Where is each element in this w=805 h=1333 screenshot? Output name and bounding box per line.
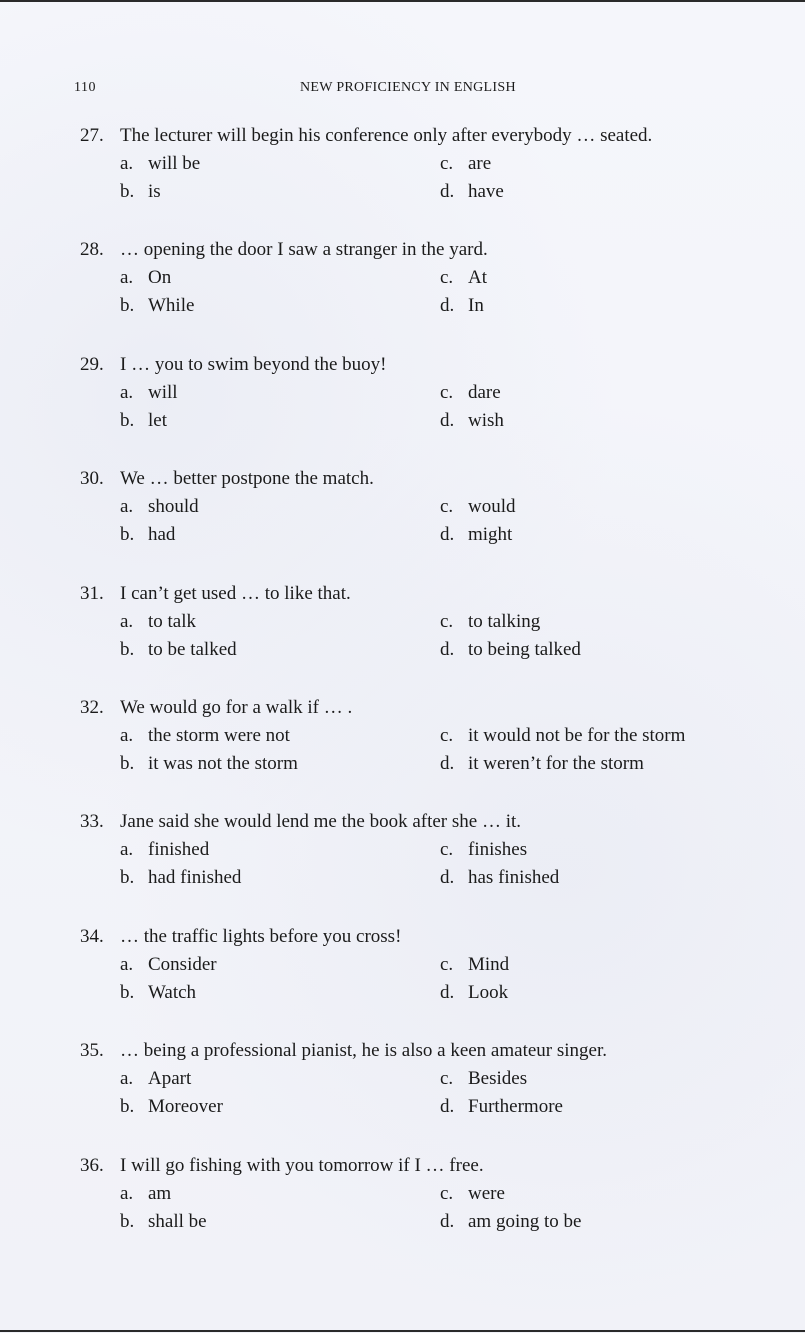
answer-options (120, 951, 795, 1007)
option-text: In (468, 295, 484, 317)
option-a (120, 951, 440, 979)
option-letter: b. (120, 638, 135, 660)
option-letter: c. (440, 267, 454, 289)
question-number: 29. (80, 353, 104, 375)
question-30 (80, 465, 795, 579)
option-letter: c. (440, 953, 454, 975)
question-stem (80, 808, 795, 836)
option-letter: d. (440, 867, 455, 889)
option-text: has finished (468, 867, 560, 889)
question-stem (80, 923, 795, 951)
option-b (120, 178, 440, 206)
question-36 (80, 1152, 795, 1266)
option-text: it weren’t for the storm (468, 752, 644, 774)
option-letter: d. (440, 981, 455, 1003)
option-text: were (468, 1182, 505, 1204)
option-c (440, 150, 790, 178)
question-text: … opening the door I saw a stranger in the yard. (120, 239, 488, 261)
question-stem (80, 122, 795, 150)
option-text: the storm were not (148, 724, 290, 746)
question-stem (80, 694, 795, 722)
option-c (440, 1065, 790, 1093)
option-letter: d. (440, 1210, 455, 1232)
option-d (440, 292, 790, 320)
option-letter: d. (440, 752, 455, 774)
option-letter: a. (120, 724, 134, 746)
option-letter: b. (120, 1210, 135, 1232)
option-text: wish (468, 409, 504, 431)
page-header (74, 80, 774, 100)
option-letter: b. (120, 981, 135, 1003)
option-c (440, 836, 790, 864)
option-text: dare (468, 381, 501, 403)
option-text: Apart (148, 1068, 192, 1090)
option-a (120, 493, 440, 521)
option-b (120, 750, 440, 778)
option-text: might (468, 524, 513, 546)
option-b (120, 636, 440, 664)
question-stem (80, 580, 795, 608)
option-d (440, 636, 790, 664)
answer-options (120, 1180, 795, 1236)
running-head: NEW PROFICIENCY IN ENGLISH (300, 80, 516, 95)
question-stem (80, 465, 795, 493)
option-text: finishes (468, 839, 528, 861)
question-stem (80, 351, 795, 379)
option-c (440, 1180, 790, 1208)
option-letter: a. (120, 1068, 134, 1090)
option-text: While (148, 295, 195, 317)
option-b (120, 864, 440, 892)
option-a (120, 264, 440, 292)
option-letter: a. (120, 267, 134, 289)
option-letter: d. (440, 409, 455, 431)
option-text: would (468, 496, 516, 518)
question-number: 32. (80, 696, 104, 718)
option-a (120, 722, 440, 750)
question-text: I … you to swim beyond the buoy! (120, 353, 387, 375)
option-text: will (148, 381, 178, 403)
option-a (120, 1065, 440, 1093)
answer-options (120, 493, 795, 549)
option-letter: b. (120, 752, 135, 774)
option-c (440, 264, 790, 292)
answer-options (120, 836, 795, 892)
option-text: to be talked (148, 638, 237, 660)
question-number: 28. (80, 239, 104, 261)
question-number: 27. (80, 125, 104, 146)
question-number: 34. (80, 925, 104, 947)
option-letter: d. (440, 524, 455, 546)
question-list (80, 122, 795, 1266)
option-letter: b. (120, 409, 135, 431)
option-text: to talking (468, 610, 541, 632)
option-text: is (148, 181, 161, 202)
option-text: finished (148, 839, 210, 861)
option-text: Besides (468, 1068, 528, 1090)
option-text: to being talked (468, 638, 581, 660)
option-letter: c. (440, 381, 454, 403)
option-b (120, 407, 440, 435)
option-text: am (148, 1182, 172, 1204)
option-b (120, 1208, 440, 1236)
option-text: Consider (148, 953, 217, 975)
option-a (120, 1180, 440, 1208)
answer-options (120, 379, 795, 435)
question-stem (80, 1152, 795, 1180)
option-text: On (148, 267, 172, 289)
option-text: it was not the storm (148, 752, 298, 774)
option-text: are (468, 153, 492, 174)
option-d (440, 407, 790, 435)
option-text: it would not be for the storm (468, 724, 686, 746)
option-text: should (148, 496, 199, 518)
option-letter: c. (440, 1068, 454, 1090)
option-d (440, 1208, 790, 1236)
option-text: shall be (148, 1210, 207, 1232)
option-text: have (468, 181, 504, 202)
option-text: had finished (148, 867, 242, 889)
option-letter: b. (120, 524, 135, 546)
option-letter: c. (440, 1182, 454, 1204)
option-text: had (148, 524, 176, 546)
question-number: 30. (80, 468, 104, 490)
question-text: … the traffic lights before you cross! (120, 925, 402, 947)
question-text: The lecturer will begin his conference only after everybody … seated. (120, 125, 653, 146)
option-d (440, 521, 790, 549)
option-letter: a. (120, 496, 134, 518)
top-divider (0, 0, 805, 2)
answer-options (120, 150, 795, 206)
option-letter: b. (120, 1096, 135, 1118)
option-letter: a. (120, 610, 134, 632)
option-c (440, 493, 790, 521)
option-a (120, 836, 440, 864)
option-letter: c. (440, 153, 454, 174)
option-text: will be (148, 153, 201, 174)
question-31 (80, 580, 795, 694)
option-text: am going to be (468, 1210, 582, 1232)
question-stem (80, 236, 795, 264)
option-letter: d. (440, 295, 455, 317)
option-letter: c. (440, 839, 454, 861)
question-text: I can’t get used … to like that. (120, 582, 351, 604)
option-text: Furthermore (468, 1096, 563, 1118)
option-text: Watch (148, 981, 197, 1003)
answer-options (120, 722, 795, 778)
option-text: Moreover (148, 1096, 223, 1118)
option-c (440, 722, 790, 750)
option-letter: d. (440, 638, 455, 660)
option-letter: b. (120, 181, 135, 202)
option-c (440, 951, 790, 979)
option-letter: a. (120, 839, 134, 861)
question-number: 35. (80, 1040, 104, 1062)
option-letter: c. (440, 610, 454, 632)
question-35 (80, 1037, 795, 1151)
question-text: We … better postpone the match. (120, 468, 374, 490)
question-text: We would go for a walk if … . (120, 696, 353, 718)
option-d (440, 1093, 790, 1121)
option-text: Look (468, 981, 509, 1003)
option-a (120, 379, 440, 407)
question-number: 31. (80, 582, 104, 604)
answer-options (120, 1065, 795, 1121)
option-letter: c. (440, 724, 454, 746)
option-text: to talk (148, 610, 197, 632)
question-29 (80, 351, 795, 465)
option-b (120, 1093, 440, 1121)
question-text: Jane said she would lend me the book after she … it. (120, 811, 522, 833)
question-stem (80, 1037, 795, 1065)
option-c (440, 379, 790, 407)
answer-options (120, 608, 795, 664)
option-letter: b. (120, 867, 135, 889)
option-b (120, 521, 440, 549)
question-32 (80, 694, 795, 808)
option-a (120, 150, 440, 178)
option-letter: d. (440, 1096, 455, 1118)
page-number: 110 (74, 80, 96, 95)
option-b (120, 979, 440, 1007)
option-d (440, 864, 790, 892)
question-33 (80, 808, 795, 922)
option-letter: a. (120, 381, 134, 403)
question-27 (80, 122, 795, 236)
option-letter: d. (440, 181, 455, 202)
option-text: Mind (468, 953, 510, 975)
question-28 (80, 236, 795, 350)
option-text: let (148, 409, 167, 431)
option-c (440, 608, 790, 636)
answer-options (120, 264, 795, 320)
option-b (120, 292, 440, 320)
question-34 (80, 923, 795, 1037)
option-text: At (468, 267, 487, 289)
option-letter: a. (120, 1182, 134, 1204)
question-number: 33. (80, 811, 104, 833)
option-a (120, 608, 440, 636)
bottom-divider (0, 1330, 805, 1332)
option-letter: b. (120, 295, 135, 317)
question-number: 36. (80, 1154, 104, 1176)
option-d (440, 979, 790, 1007)
option-letter: c. (440, 496, 454, 518)
option-letter: a. (120, 953, 134, 975)
option-d (440, 750, 790, 778)
option-d (440, 178, 790, 206)
question-text: … being a professional pianist, he is also a keen amateur singer. (120, 1040, 608, 1062)
option-letter: a. (120, 153, 134, 174)
question-text: I will go fishing with you tomorrow if I … free. (120, 1154, 484, 1176)
